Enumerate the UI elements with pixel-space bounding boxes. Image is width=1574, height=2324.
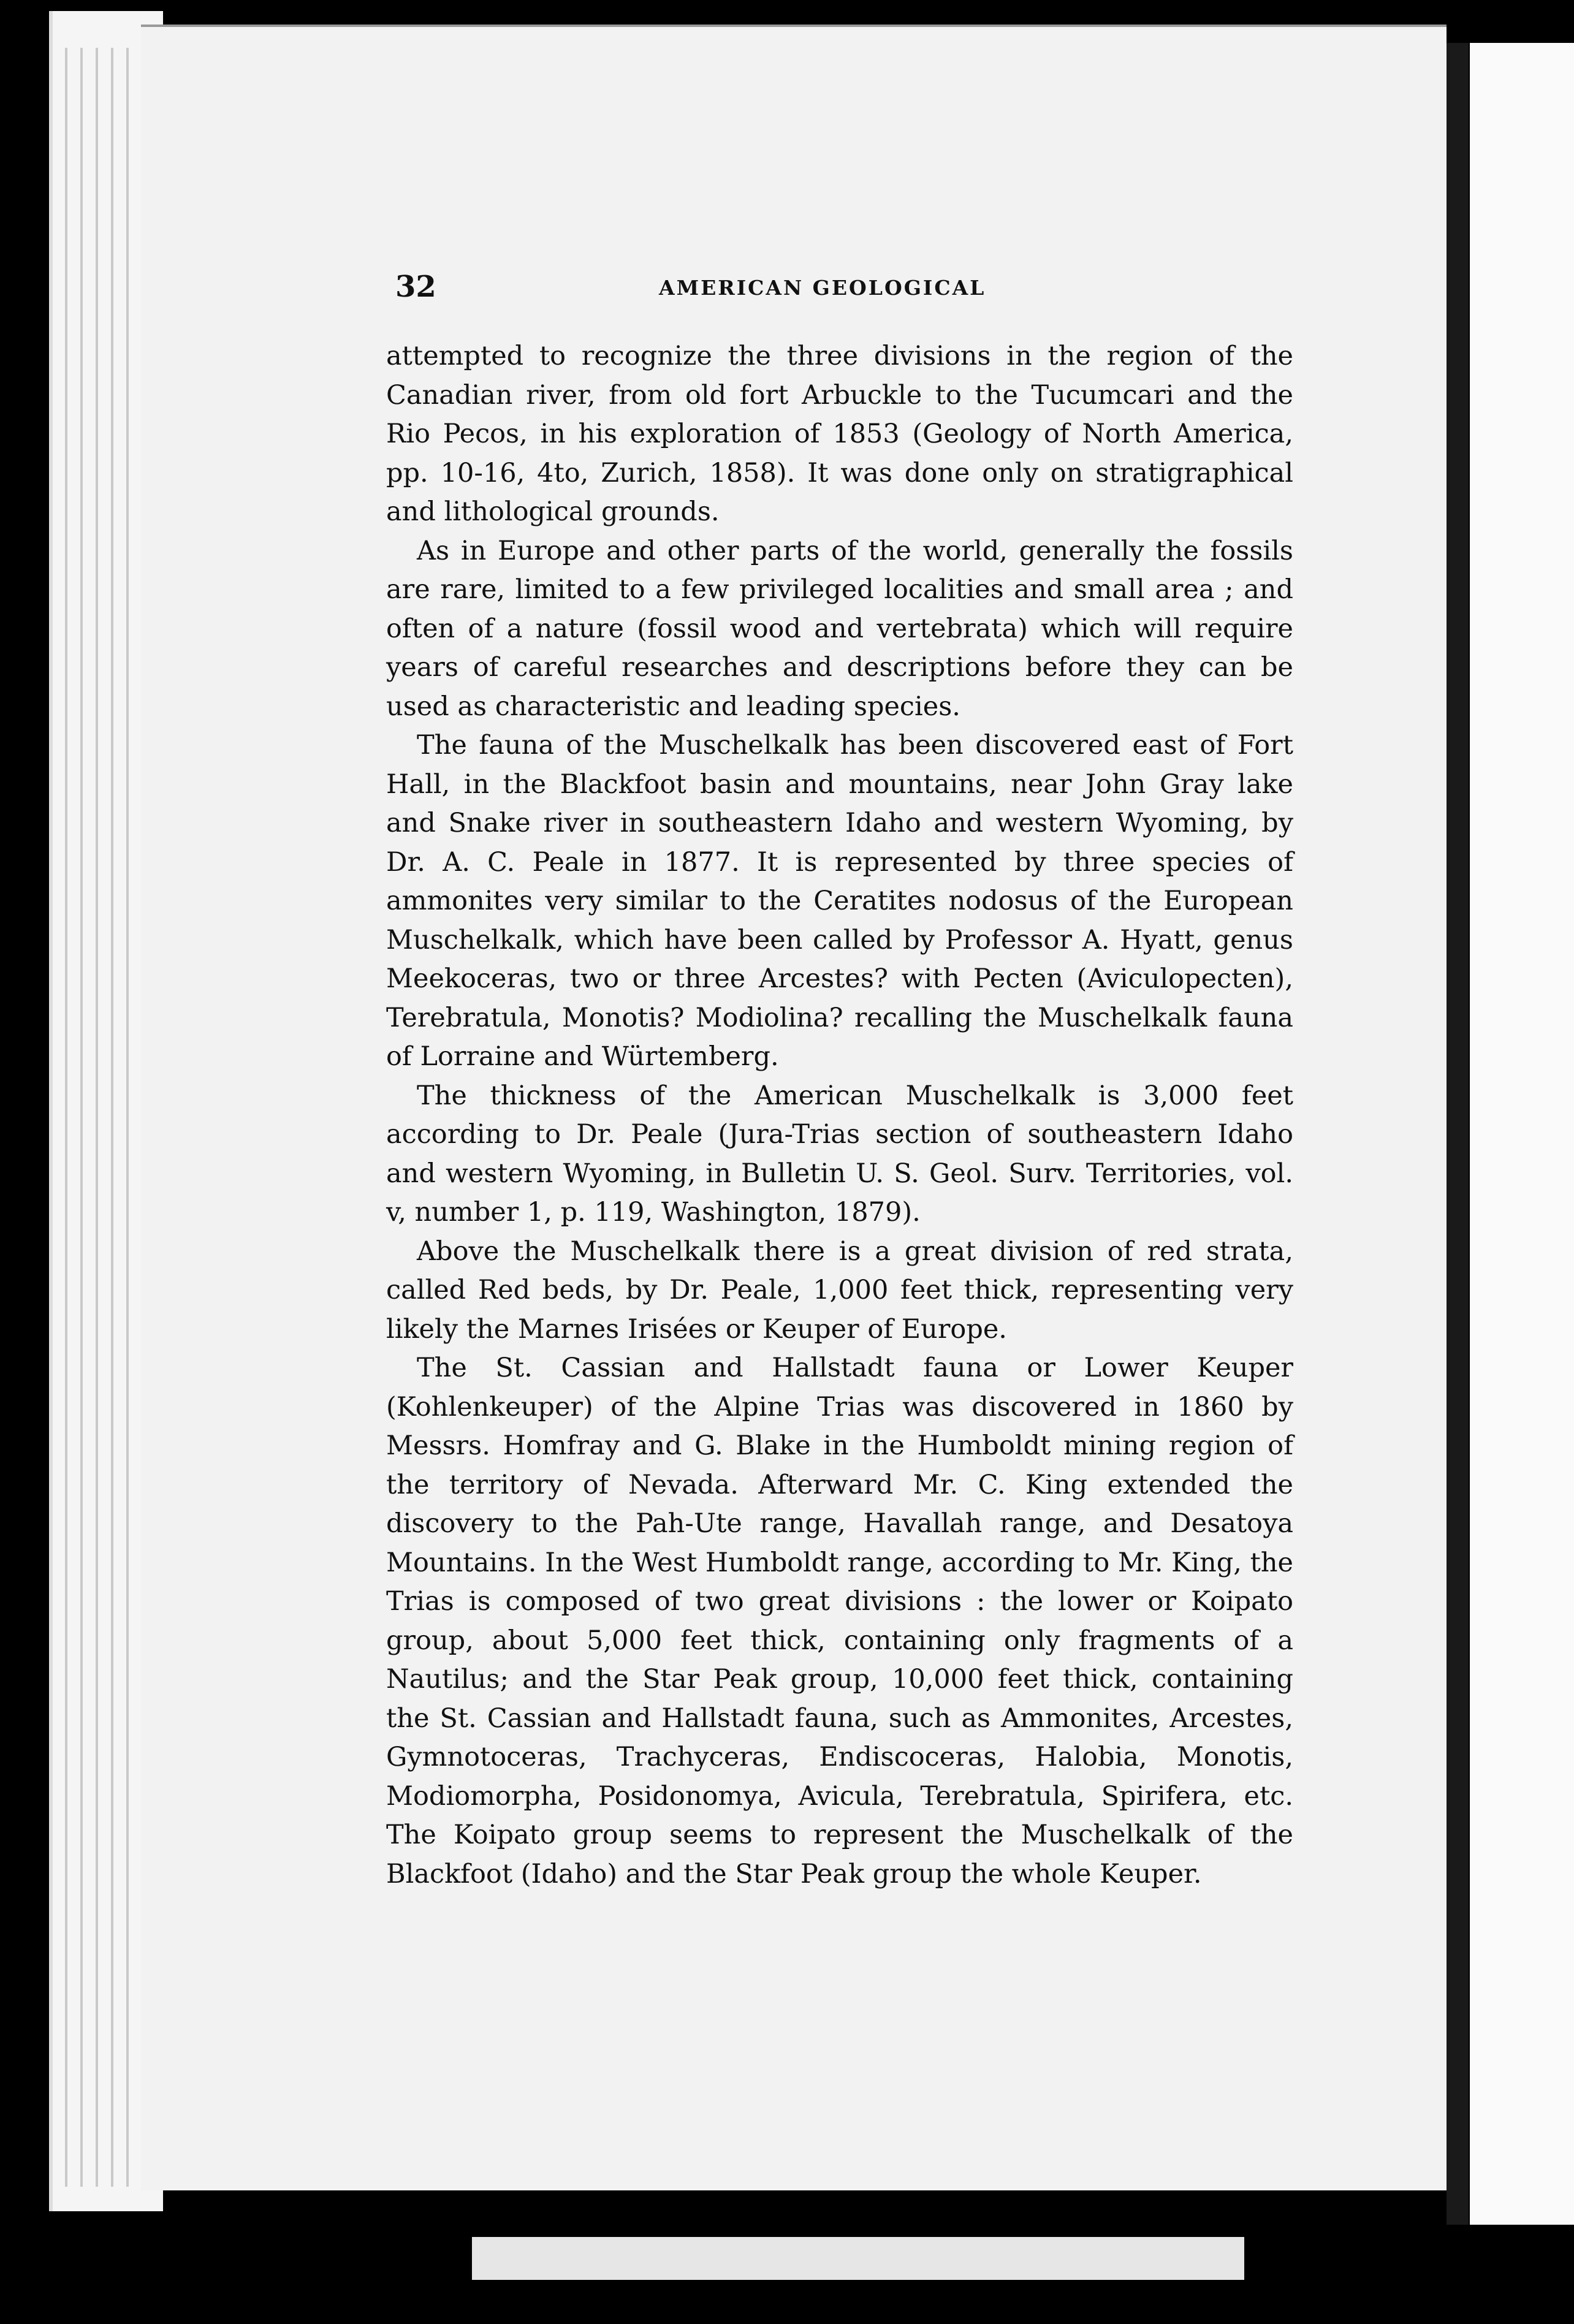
paragraph-1: attempted to recognize the three divisions in the region of the Canadian river, from old fort Arbuckle to the Tucumcari and the Rio Pecos, in his exploration of 1853 (Geology of North America, pp. 10-16, 4to, Zurich, 1858). It was done only on stratigraphical and lithological grounds. (386, 341, 1293, 527)
scan-shadow (472, 2237, 1244, 2280)
facing-page-strip (1470, 43, 1574, 2225)
paragraph-5: Above the Muschelkalk there is a great division of red strata, called Red beds, by Dr. Peale, 1,000 feet thick, representing very likely the Marnes Irisées or Keuper of Europe. (386, 1236, 1293, 1345)
page-header (395, 270, 1302, 313)
paragraph-6: The St. Cassian and Hallstadt fauna or Lower Keuper (Kohlenkeuper) of the Alpine Trias was discovered in 1860 by Messrs. Homfray and G. Blake in the Humboldt mining region of the territory of Nevada. Afterward Mr. C. King extended the discovery to the Pah-Ute range, Havallah range, and Desatoya Mountains. In the West Humboldt range, according to Mr. King, the Trias is composed of two great divisions : the lower or Koipato group, about 5,000 feet thick, containing only fragments of a Nautilus; and the Star Peak group, 10,000 feet thick, containing the St. Cassian and Hallstadt fauna, such as Ammonites, Arcestes, Gymnotoceras, Trachyceras, Endiscoceras, Halobia, Monotis, Modiomorpha, Posidonomya, Avicula, Terebratula, Spirifera, etc. The Koipato group seems to represent the Muschelkalk of the Blackfoot (Idaho) and the Star Peak group the whole Keuper. (386, 1353, 1293, 1889)
page-gutter (1447, 43, 1469, 2225)
paragraph-3: The fauna of the Muschelkalk has been discovered east of Fort Hall, in the Blackfoot basin and mountains, near John Gray lake and Snake river in southeastern Idaho and western Wyoming, by Dr. A. C. Peale in 1877. It is represented by three species of ammonites very similar to the Ceratites nodosus of the European Muschelkalk, which have been called by Professor A. Hyatt, genus Meekoceras, two or three Arcestes? with Pecten (Aviculopecten), Terebratula, Monotis? Modiolina? recalling the Muschelkalk fauna of Lorraine and Würtemberg. (386, 730, 1293, 1072)
paragraph-2: As in Europe and other parts of the world, generally the fossils are rare, limited to a few privileged localities and small area ; and often of a nature (fossil wood and vertebrata) which will require years of careful researches and descriptions before they can be used as characteristic and leading species. (386, 535, 1293, 722)
page-number: 32 (395, 270, 436, 304)
body-text (386, 337, 1293, 1894)
running-title: AMERICAN GEOLOGICAL (659, 276, 986, 300)
paragraph-4: The thickness of the American Muschelkalk is 3,000 feet according to Dr. Peale (Jura-Trias section of southeastern Idaho and western Wyoming, in Bulletin U. S. Geol. Surv. Territories, vol. v, number 1, p. 119, Washington, 1879). (386, 1080, 1293, 1228)
